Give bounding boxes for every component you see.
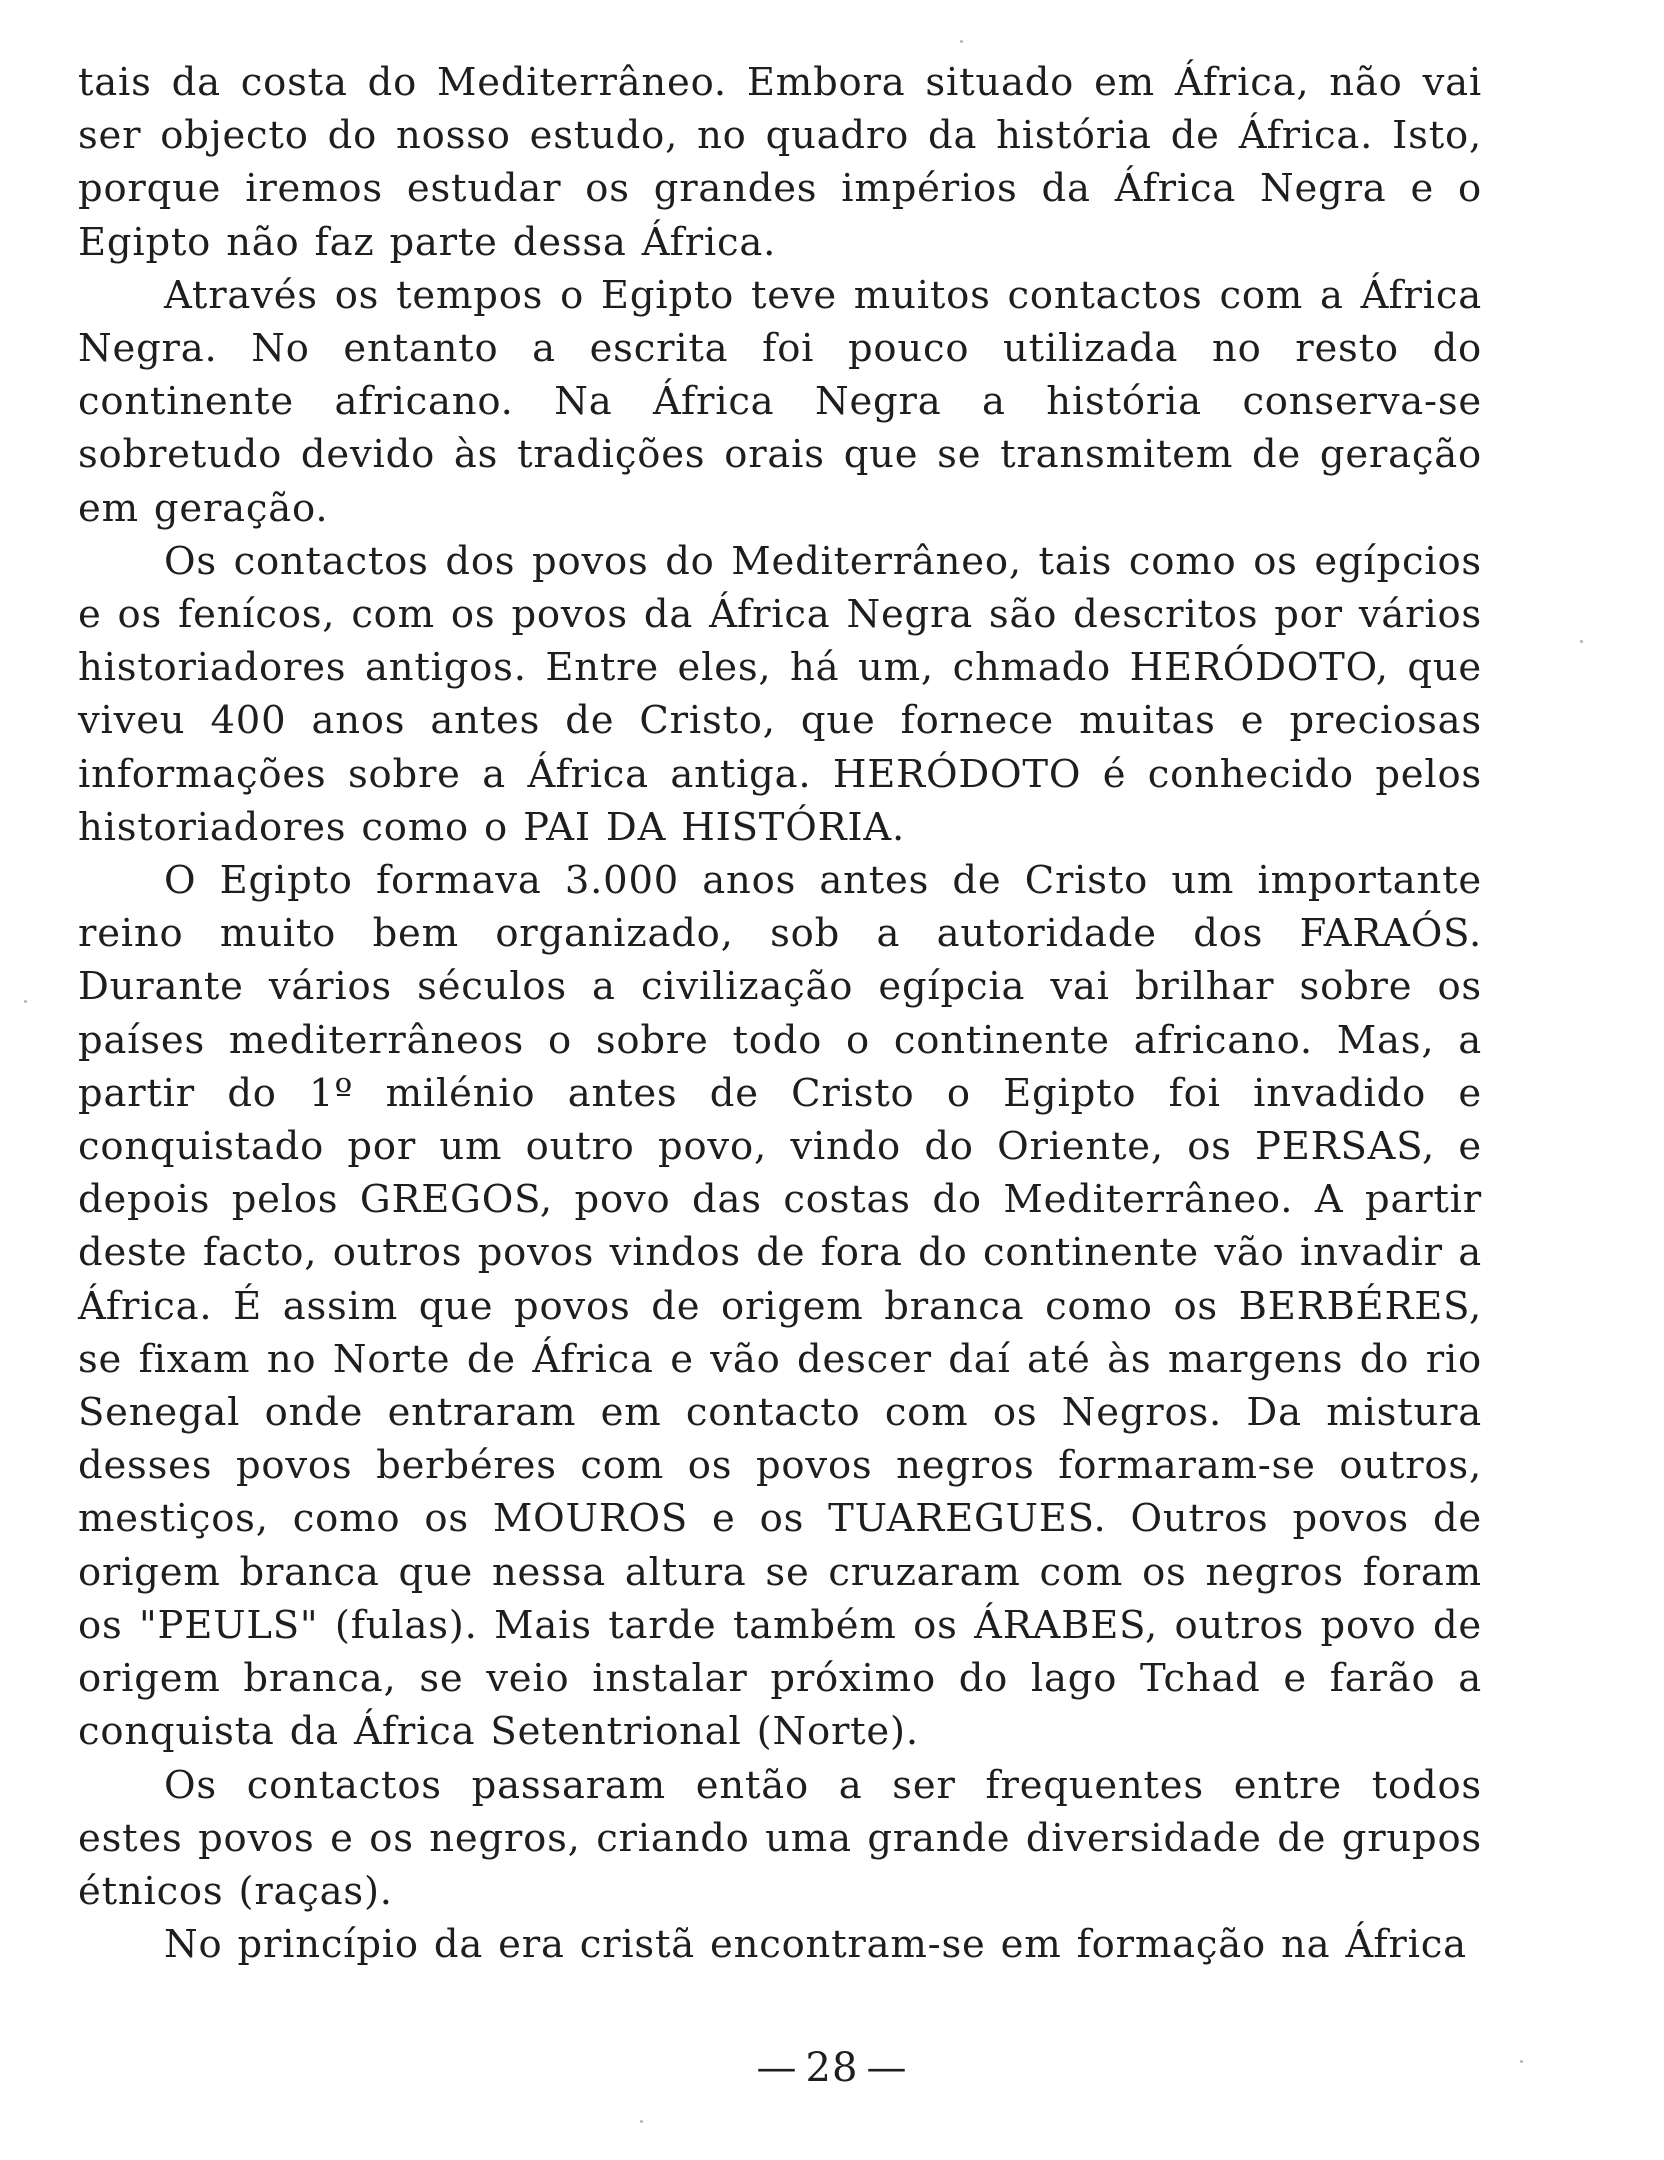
- page-number-footer: [0, 2044, 1664, 2092]
- page-number: 28: [805, 2045, 859, 2091]
- scan-speck: [960, 40, 963, 43]
- body-text: [78, 56, 1482, 1971]
- paragraph-5: Os contactos passaram então a ser frequentes entre todos estes povos e os negros, criando uma grande diversidade de grupos étnicos (raças).: [78, 1762, 1482, 1914]
- paragraph-4: O Egipto formava 3.000 anos antes de Cristo um importante reino muito bem organizado, sob a autoridade dos FARAÓS. Durante vários séculos a civilização egípcia vai brilhar sobre os países mediterrâneos o sobre todo o continente africano. Mas, a partir do 1º milénio antes de Cristo o Egipto foi invadido e conquistado por um outro povo, vindo do Oriente, os PERSAS, e depois pelos GREGOS, povo das costas do Mediterrâneo. A partir deste facto, outros povos vindos de fora do continente vão invadir a África. É assim que povos de origem branca como os BERBÉRES, se fixam no Norte de África e vão descer daí até às margens do rio Senegal onde entraram em contacto com os Negros. Da mistura desses povos berbéres com os povos negros formaram-se outros, mestiços, como os MOUROS e os TUAREGUES. Outros povos de origem branca que nessa altura se cruzaram com os negros foram os "PEULS" (fulas). Mais tarde também os ÁRABES, outros povo de origem branca, se veio instalar próximo do lago Tchad e farão a conquista da África Setentrional (Norte).: [78, 858, 1482, 1755]
- scan-speck: [1520, 2060, 1523, 2063]
- scan-speck: [24, 1000, 27, 1003]
- page-dash-left: —: [756, 2045, 798, 2091]
- scan-speck: [1580, 640, 1583, 643]
- paragraph-1: tais da costa do Mediterrâneo. Embora situado em África, não vai ser objecto do nosso estudo, no quadro da história de África. Isto, porque iremos estudar os grandes impérios da África Negra e o Egipto não faz parte dessa África.: [78, 60, 1482, 265]
- paragraph-2: Através os tempos o Egipto teve muitos contactos com a África Negra. No entanto a escrita foi pouco utilizada no resto do continente africano. Na África Negra a história conserva-se sobretudo devido às tradições orais que se transmitem de geração em geração.: [78, 272, 1482, 531]
- paragraph-6: No princípio da era cristã encontram-se em formação na África: [164, 1922, 1467, 1968]
- page-dash-right: —: [866, 2045, 908, 2091]
- scan-speck: [640, 2120, 643, 2123]
- paragraph-3: Os contactos dos povos do Mediterrâneo, tais como os egípcios e os fenícos, com os povos da África Negra são descritos por vários historiadores antigos. Entre eles, há um, chmado HERÓDOTO, que viveu 400 anos antes de Cristo, que fornece muitas e preciosas informações sobre a África antiga. HERÓDOTO é conhecido pelos historiadores como o PAI DA HISTÓRIA.: [78, 538, 1482, 850]
